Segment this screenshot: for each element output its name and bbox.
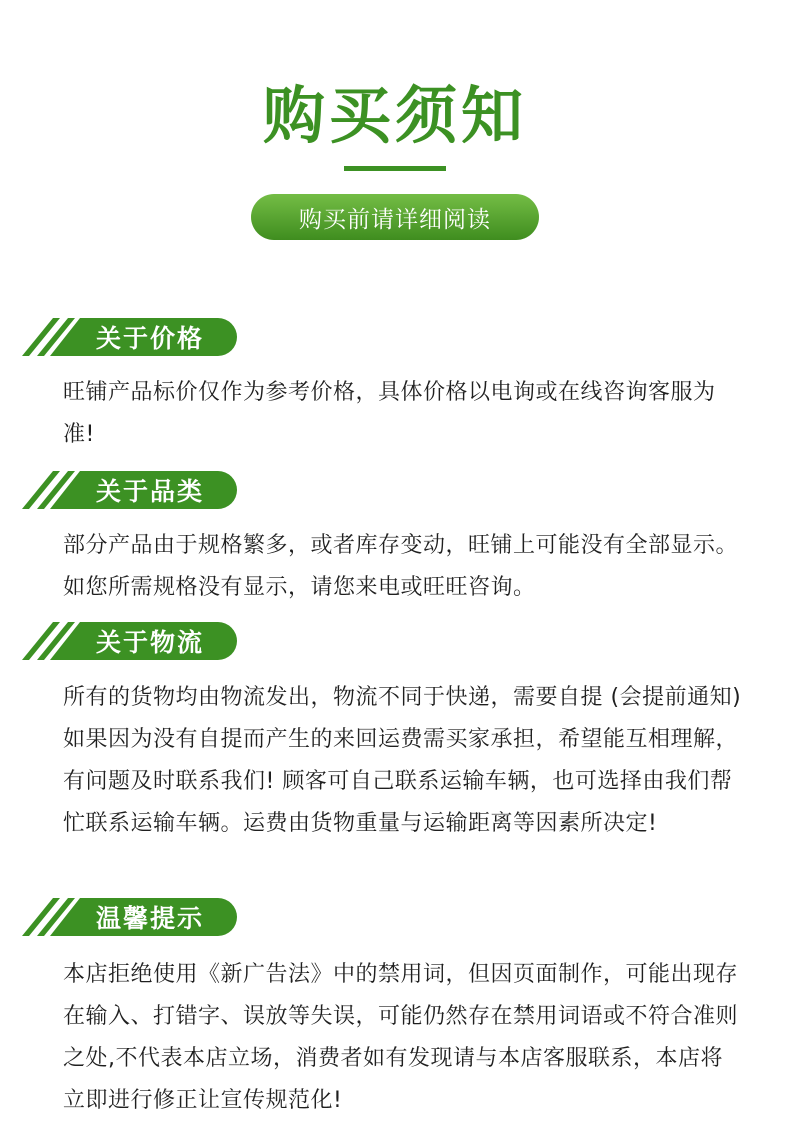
section-body-category: 部分产品由于规格繁多，或者库存变动，旺铺上可能没有全部显示。如您所需规格没有显示，请您来电或旺旺咨询。: [63, 533, 739, 600]
section-heading-category: [22, 471, 238, 511]
section-heading-price: [22, 318, 238, 358]
section-heading-label: 关于价格: [96, 324, 205, 353]
section-body-tips: 本店拒绝使用《新广告法》中的禁用词，但因页面制作，可能出现存在输入、打错字、误放等失误，可能仍然存在禁用词语或不符合准则之处,不代表本店立场，消费者如有发现请与本店客服联系，本店将立即进行修正让宣传规范化!: [63, 962, 739, 1113]
section-body-price: 旺铺产品标价仅作为参考价格，具体价格以电询或在线咨询客服为准!: [63, 380, 716, 447]
section-heading-label: 温馨提示: [96, 904, 205, 933]
subtitle-pill: 购买前请详细阅读: [251, 194, 539, 240]
page-title: 购买须知: [262, 79, 527, 152]
section-heading-logistics: [22, 622, 238, 662]
section-heading-tips: [22, 898, 238, 938]
title-underline: [344, 166, 446, 171]
section-heading-label: 关于物流: [96, 628, 205, 657]
section-body-logistics: 所有的货物均由物流发出，物流不同于快递，需要自提 (会提前通知)如果因为没有自提而产生的来回运费需买家承担，希望能互相理解，有问题及时联系我们! 顾客可自己联系运输车辆，也可选择由我们帮忙联系运输车辆。运费由货物重量与运输距离等因素所决定!: [63, 685, 742, 836]
section-heading-label: 关于品类: [96, 477, 205, 506]
